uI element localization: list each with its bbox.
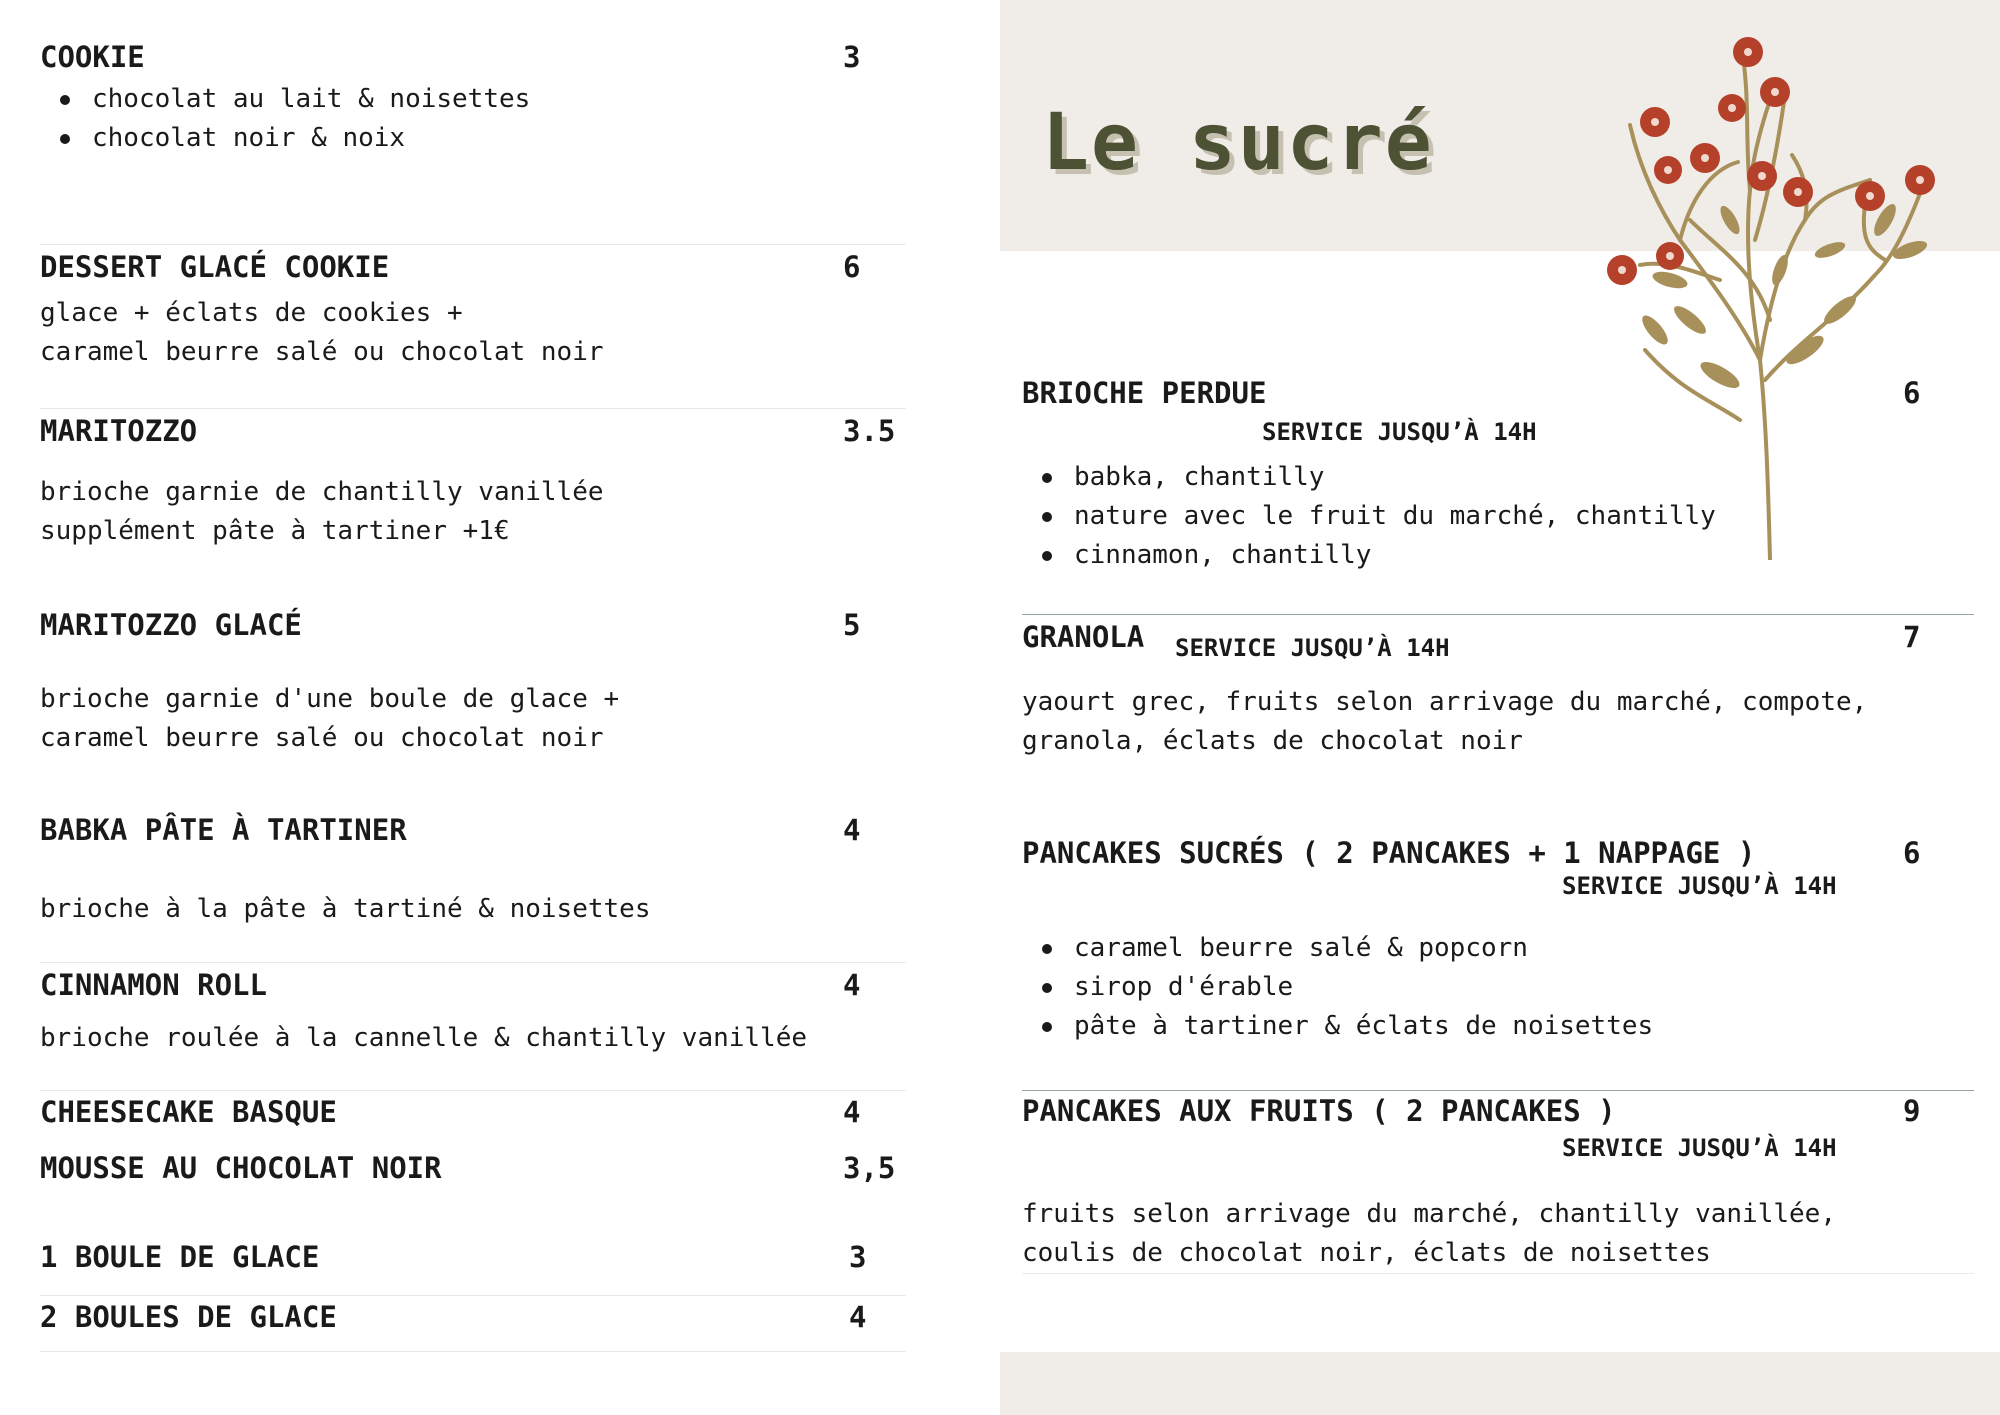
maritozzo-glace-name: MARITOZZO GLACÉ xyxy=(40,608,302,642)
page-title: Le sucré xyxy=(1042,98,1434,188)
dessert-glace-cookie-desc: glace + éclats de cookies + caramel beurre salé ou chocolat noir xyxy=(40,298,604,367)
pancakes-sucres-name: PANCAKES SUCRÉS ( 2 PANCAKES + 1 NAPPAGE ) xyxy=(1022,836,1756,870)
dessert-glace-cookie-price: 6 xyxy=(843,250,861,284)
cheesecake-name: CHEESECAKE BASQUE xyxy=(40,1095,337,1129)
divider xyxy=(40,408,906,409)
maritozzo-name: MARITOZZO xyxy=(40,414,198,448)
babka-price: 4 xyxy=(843,813,861,847)
glace1-name: 1 BOULE DE GLACE xyxy=(40,1240,320,1274)
granola-price: 7 xyxy=(1903,620,1921,654)
brioche-perdue-price: 6 xyxy=(1903,376,1921,410)
divider xyxy=(40,962,906,963)
divider xyxy=(1022,1273,1974,1274)
divider xyxy=(40,1090,906,1091)
mousse-name: MOUSSE AU CHOCOLAT NOIR xyxy=(40,1151,442,1185)
cookie-price: 3 xyxy=(843,40,861,74)
maritozzo-glace-price: 5 xyxy=(843,608,861,642)
pancakes-fruits-price: 9 xyxy=(1903,1094,1921,1128)
pancakes-fruits-desc: fruits selon arrivage du marché, chantilly vanillée, coulis de chocolat noir, éclats de noisettes xyxy=(1022,1199,1836,1268)
divider xyxy=(1022,1090,1974,1091)
granola-service: SERVICE JUSQU’À 14H xyxy=(1175,634,1450,662)
cookie-name: COOKIE xyxy=(40,40,145,74)
granola-name: GRANOLA xyxy=(1022,620,1145,654)
pancakes-fruits-service: SERVICE JUSQU’À 14H xyxy=(1562,1134,1837,1162)
list-item: chocolat noir & noix xyxy=(44,119,530,158)
babka-name: BABKA PÂTE À TARTINER xyxy=(40,813,407,847)
glace1-price: 3 xyxy=(849,1240,867,1274)
maritozzo-desc: brioche garnie de chantilly vanillée supplément pâte à tartiner +1€ xyxy=(40,477,604,546)
divider xyxy=(1022,614,1974,615)
cookie-options xyxy=(44,80,530,158)
cheesecake-price: 4 xyxy=(843,1095,861,1129)
brioche-perdue-service: SERVICE JUSQU’À 14H xyxy=(1262,418,1537,446)
divider xyxy=(40,244,906,245)
divider xyxy=(40,1295,906,1296)
maritozzo-glace-desc: brioche garnie d'une boule de glace + caramel beurre salé ou chocolat noir xyxy=(40,684,620,753)
brioche-perdue-name: BRIOCHE PERDUE xyxy=(1022,376,1267,410)
cinnamon-roll-name: CINNAMON ROLL xyxy=(40,968,267,1002)
dessert-glace-cookie-name: DESSERT GLACÉ COOKIE xyxy=(40,250,390,284)
list-item: chocolat au lait & noisettes xyxy=(44,80,530,119)
pancakes-fruits-name: PANCAKES AUX FRUITS ( 2 PANCAKES ) xyxy=(1022,1094,1616,1128)
list-item: cinnamon, chantilly xyxy=(1026,536,1716,575)
list-item: babka, chantilly xyxy=(1026,458,1716,497)
list-item: sirop d'érable xyxy=(1026,968,1653,1007)
glace2-price: 4 xyxy=(849,1300,867,1334)
babka-desc: brioche à la pâte à tartiné & noisettes xyxy=(40,894,651,924)
pancakes-sucres-options xyxy=(1026,929,1653,1046)
footer-band xyxy=(1000,1352,2000,1415)
glace2-name: 2 BOULES DE GLACE xyxy=(40,1300,337,1334)
pancakes-sucres-price: 6 xyxy=(1903,836,1921,870)
maritozzo-price: 3.5 xyxy=(843,414,896,448)
list-item: caramel beurre salé & popcorn xyxy=(1026,929,1653,968)
list-item: nature avec le fruit du marché, chantilly xyxy=(1026,497,1716,536)
brioche-perdue-options xyxy=(1026,458,1716,575)
pancakes-sucres-service: SERVICE JUSQU’À 14H xyxy=(1562,872,1837,900)
mousse-price: 3,5 xyxy=(843,1151,896,1185)
cinnamon-roll-desc: brioche roulée à la cannelle & chantilly vanillée xyxy=(40,1023,808,1053)
list-item: pâte à tartiner & éclats de noisettes xyxy=(1026,1007,1653,1046)
cinnamon-roll-price: 4 xyxy=(843,968,861,1002)
granola-desc: yaourt grec, fruits selon arrivage du marché, compote, granola, éclats de chocolat noir xyxy=(1022,687,1868,756)
divider xyxy=(40,1351,906,1352)
